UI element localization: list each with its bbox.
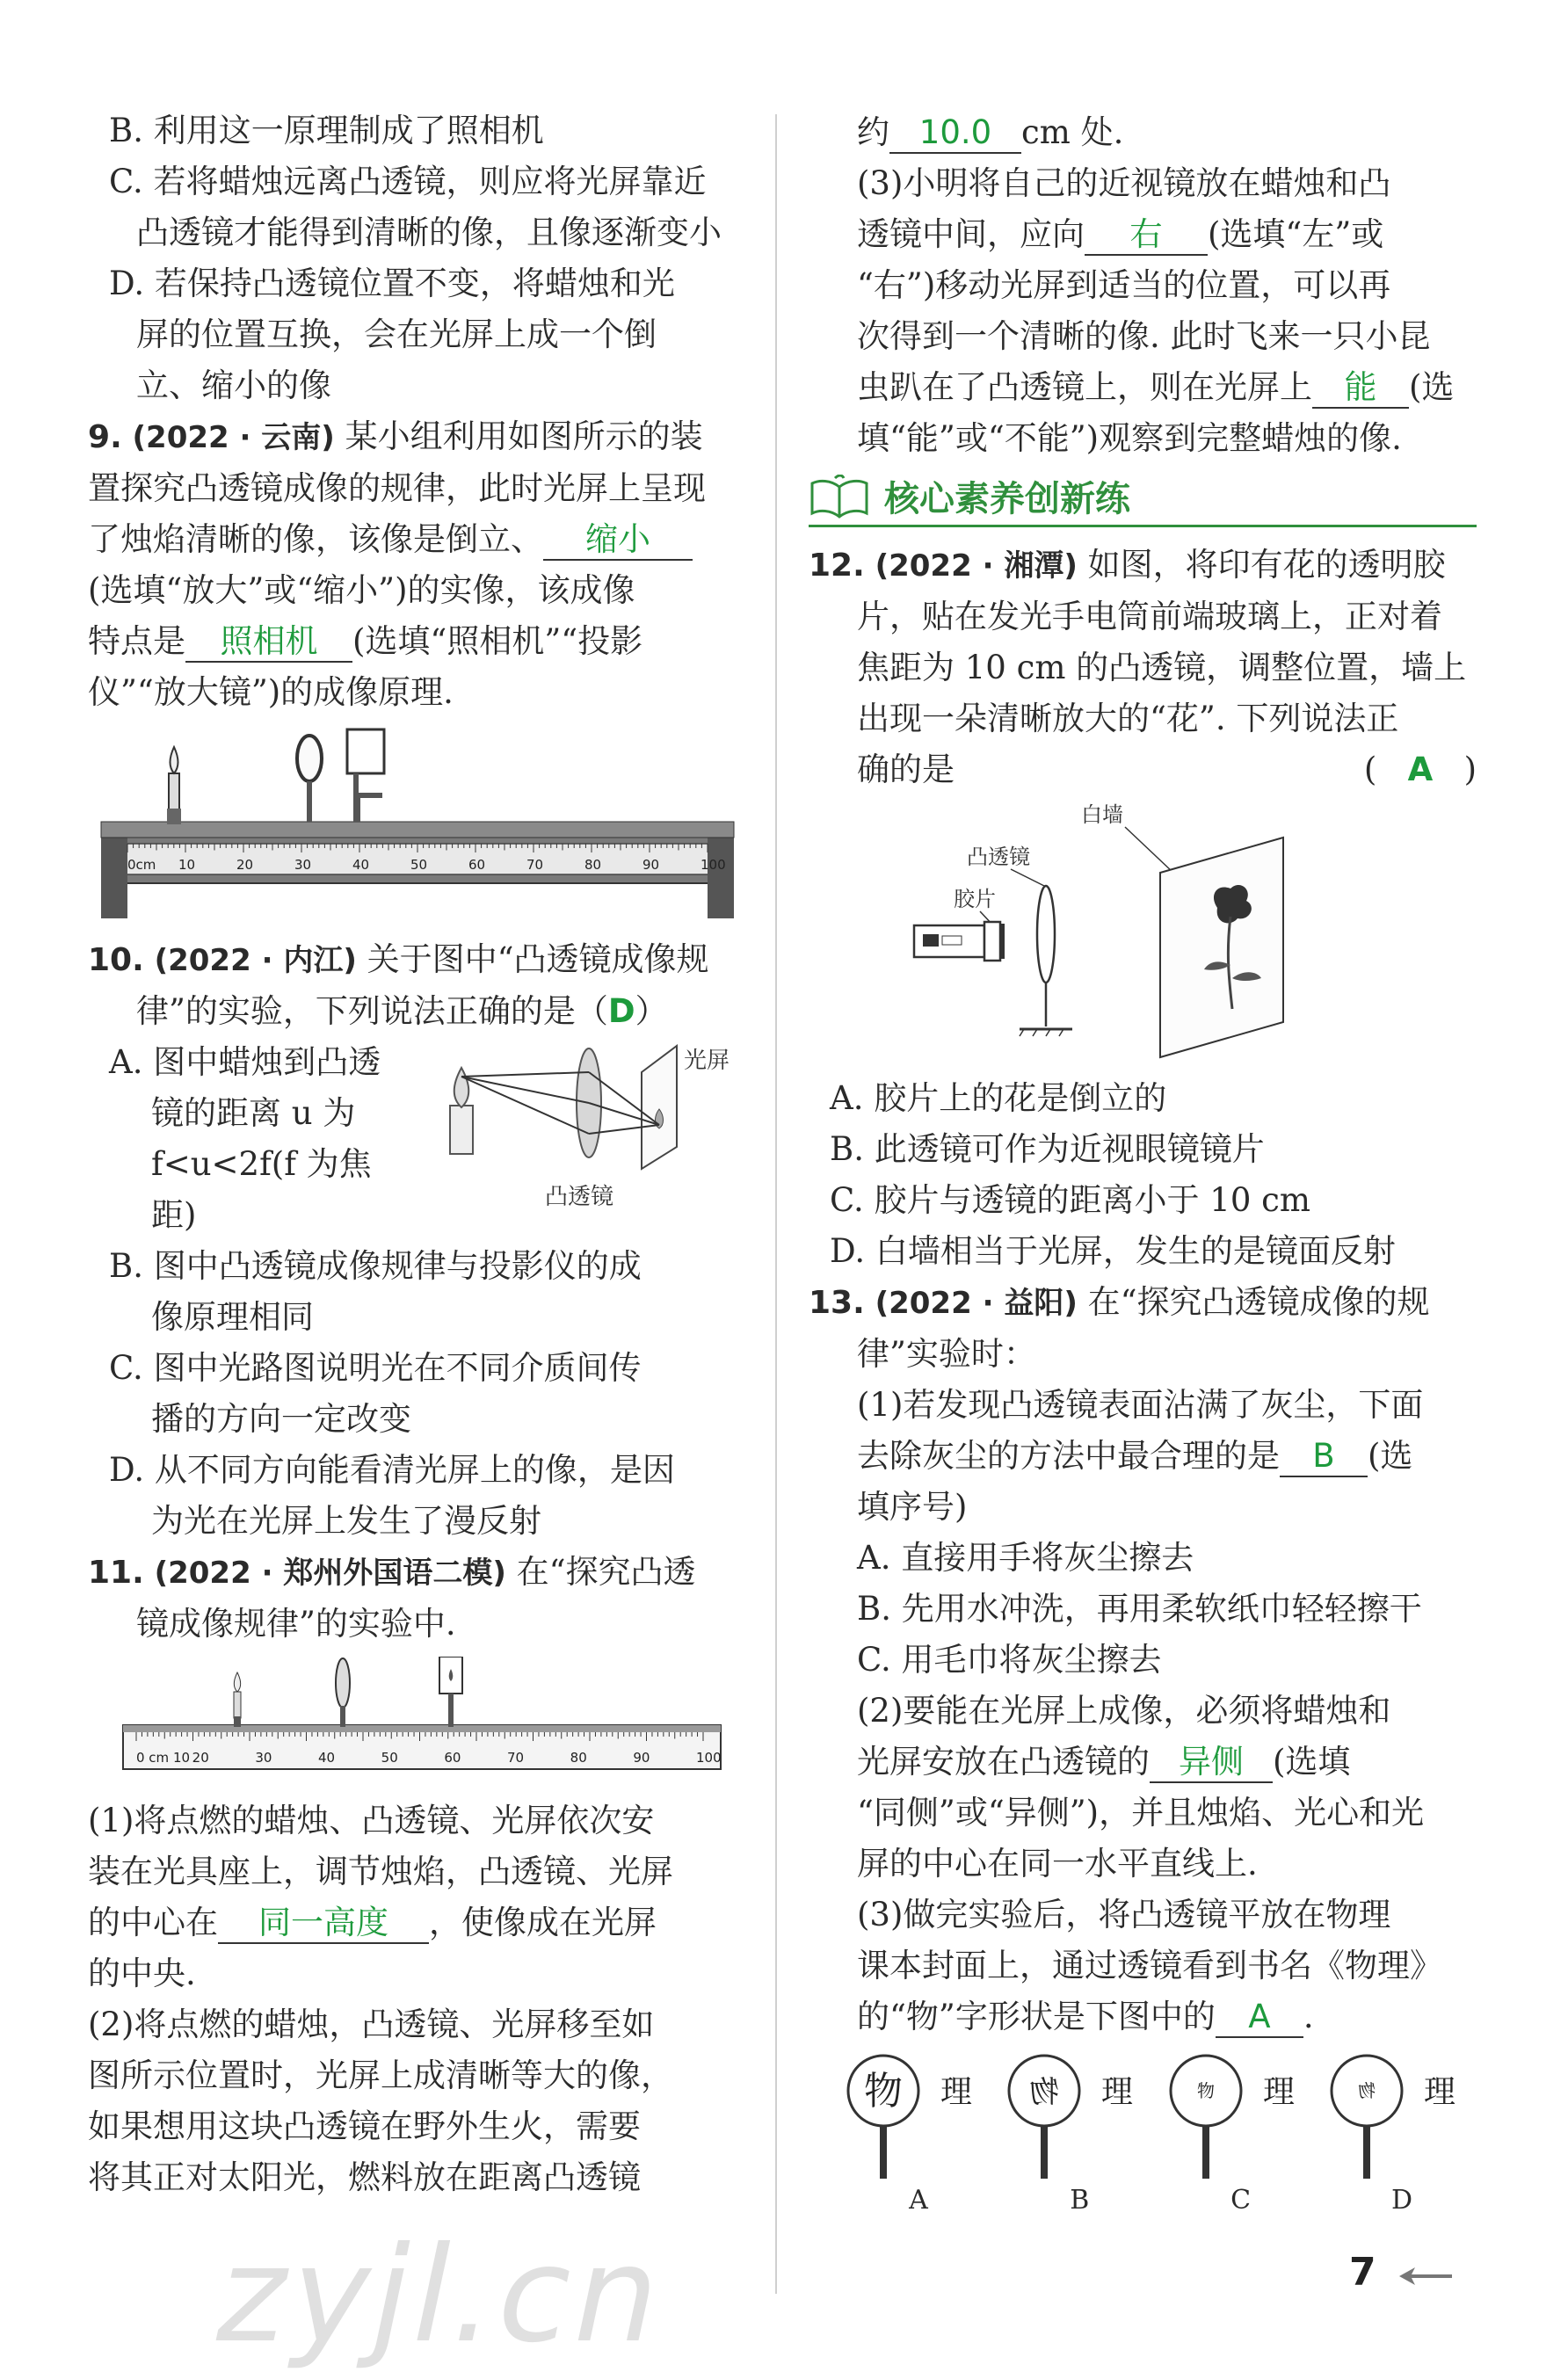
q13-p2-l4: 屏的中心在同一水平直线上. <box>857 1845 1258 1882</box>
q10-option-c-l2: 播的方向一定改变 <box>151 1400 411 1438</box>
q10-option-b: B. 图中凸透镜成像规律与投影仪的成 <box>109 1247 642 1285</box>
q13-p1-l2: 去除灰尘的方法中最合理的是 B (选 <box>809 1431 1477 1482</box>
ruler-label: 0cm <box>127 857 156 873</box>
q9-line5: 特点是 照相机 (选填“照相机”“投影 <box>88 616 765 667</box>
q11-p3-l2: 透镜中间，应向 右 (选填“左”或 <box>809 209 1477 260</box>
q11-p1-l1: (1)将点燃的蜡烛、凸透镜、光屏依次安 <box>88 1802 655 1839</box>
q13-p2-l2: 光屏安放在凸透镜的 异侧 (选填 <box>809 1737 1477 1788</box>
q13-opt-b: B. 先用水冲洗，再用柔软纸巾轻轻擦干 <box>857 1590 1422 1628</box>
q13-lens-option-c <box>1166 2051 1316 2216</box>
q10-option-a-block <box>88 1037 765 1241</box>
ruler-label: 30 <box>255 1750 272 1766</box>
section-header <box>809 471 1477 527</box>
q11-answer-1: 同一高度 <box>218 1904 429 1944</box>
q9-line3: 了烛焰清晰的像，该像是倒立、 缩小 <box>88 514 765 565</box>
q11-cont-line1: 约 10.0 cm 处. <box>809 107 1477 158</box>
section-title: 核心素养创新练 <box>884 479 1130 519</box>
q10-line2: 律”的实验，下列说法正确的是（D） <box>136 992 668 1030</box>
q13-number: 13 <box>809 1285 853 1321</box>
q13-p1-l3: 填序号) <box>857 1488 968 1526</box>
q12-source: (2022 · 湘潭) <box>875 548 1078 584</box>
q12-line5: 确的是 ( A ) <box>857 751 1477 788</box>
ruler-label: 80 <box>570 1750 587 1766</box>
q12-option-d: D. 白墙相当于光屏，发生的是镜面反射 <box>830 1232 1396 1270</box>
q12-line4: 出现一朵清晰放大的“花”. 下列说法正 <box>857 700 1399 737</box>
q12-white-wall <box>1160 838 1283 1057</box>
q12-label-film: 胶片 <box>954 887 996 911</box>
q13-p3-l2: 课本封面上，通过透镜看到书名《物理》 <box>857 1947 1442 1984</box>
q9-line1: 某小组利用如图所示的装 <box>345 417 703 455</box>
q11-answer-4: 能 <box>1312 368 1409 409</box>
ruler-label: 50 <box>381 1750 398 1766</box>
q12-line2: 片，贴在发光手电筒前端玻璃上，正对着 <box>857 598 1442 635</box>
ruler-label: 90 <box>633 1750 650 1766</box>
q8-option-c: C. 若将蜡烛远离凸透镜，则应将光屏靠近 <box>109 163 707 200</box>
ruler-label: 100 <box>696 1750 722 1766</box>
q8-option-c-cont: 凸透镜才能得到清晰的像，且像逐渐变小 <box>136 214 722 251</box>
q11-p3-l5: 虫趴在了凸透镜上，则在光屏上 能 (选 <box>809 362 1477 413</box>
watermark: zyjl.cn <box>203 2219 679 2372</box>
q13-answer-2: 异侧 <box>1150 1743 1273 1783</box>
q13-a-outer-char: 理 <box>940 2074 973 2110</box>
q9-line2: 置探究凸透镜成像的规律，此时光屏上呈现 <box>88 469 706 507</box>
q13-source: (2022 · 益阳) <box>875 1286 1078 1321</box>
q12-stem: 12. (2022 · 湘潭) 如图，将印有花的透明胶 <box>809 546 1446 584</box>
q9-screen <box>347 729 384 773</box>
q8-option-d-cont2: 立、缩小的像 <box>136 366 331 404</box>
q13-answer-1: B <box>1280 1437 1368 1477</box>
q13-stem: 13. (2022 · 益阳) 在“探究凸透镜成像的规 <box>809 1283 1430 1321</box>
q10-option-a: A. 图中蜡烛到凸透 <box>109 1043 381 1081</box>
q13-a-inner-char: 物 <box>864 2069 903 2114</box>
q12-option-c: C. 胶片与透镜的距离小于 10 cm <box>830 1181 1310 1219</box>
q13-b-label: B <box>1070 2185 1090 2216</box>
q13-p2-l1: (2)要能在光屏上成像，必须将蜡烛和 <box>857 1692 1391 1730</box>
q11-p2-l2: 图所示位置时，光屏上成清晰等大的像， <box>88 2056 673 2094</box>
q13-c-inner-char: 物 <box>1196 2080 1215 2101</box>
column-divider <box>775 114 777 2294</box>
ruler-label: 70 <box>507 1750 525 1766</box>
q13-p3-l3: 的“物”字形状是下图中的 A . <box>809 1991 1477 2042</box>
q10-source: (2022 · 内江) <box>154 943 357 978</box>
q12-label-lens: 凸透镜 <box>967 845 1030 869</box>
q13-d-inner-char: 物 <box>1357 2080 1376 2101</box>
q12-option-b: B. 此透镜可作为近视眼镜镜片 <box>830 1130 1265 1168</box>
arrow-left-icon <box>1399 2266 1452 2287</box>
q10-option-c: C. 图中光路图说明光在不同介质间传 <box>109 1349 642 1387</box>
q13-opt-c: C. 用毛巾将灰尘擦去 <box>857 1641 1162 1679</box>
q10-number: 10 <box>88 942 133 978</box>
q8-option-d-cont: 屏的位置互换，会在光屏上成一个倒 <box>136 316 657 353</box>
q10-option-d-l2: 为光在光屏上发生了漫反射 <box>151 1502 541 1540</box>
q10-lens-diagram <box>439 1037 756 1213</box>
q11-answer-2: 10.0 <box>889 113 1021 154</box>
q9-source: (2022 · 云南) <box>132 420 335 455</box>
q11-p2-l1: (2)将点燃的蜡烛，凸透镜、光屏移至如 <box>88 2006 655 2043</box>
q12-line3: 焦距为 10 cm 的凸透镜，调整位置，墙上 <box>857 649 1467 686</box>
q13-c-outer-char: 理 <box>1262 2074 1295 2110</box>
q12-projection-figure <box>870 802 1485 1066</box>
right-column <box>809 107 1477 2216</box>
q13-lens-options <box>844 2051 1477 2216</box>
q13-line2: 律”实验时： <box>857 1335 1036 1373</box>
q9-stem: 9. (2022 · 云南) 某小组利用如图所示的装 <box>88 417 703 455</box>
q13-lens-option-b <box>1005 2051 1154 2216</box>
q11-p2-l4: 将其正对太阳光，燃料放在距离凸透镜 <box>88 2158 641 2196</box>
q12-answer: A <box>1407 751 1434 788</box>
q9-line6: 仪”“放大镜”)的成像原理. <box>88 673 454 711</box>
q11-source: (2022 · 郑州外国语二模) <box>154 1556 506 1591</box>
q13-a-label: A <box>909 2185 928 2216</box>
q10-stem: 10. (2022 · 内江) 关于图中“凸透镜成像规 <box>88 940 709 978</box>
q10-option-a-l2: 镜的距离 u 为 <box>151 1094 356 1132</box>
q11-line2: 镜成像规律”的实验中. <box>136 1605 456 1643</box>
q8-option-d: D. 若保持凸透镜位置不变，将蜡烛和光 <box>109 265 675 302</box>
q13-opt-a: A. 直接用手将灰尘擦去 <box>857 1539 1194 1577</box>
ruler-label: 100 <box>701 857 726 873</box>
q12-label-wall: 白墙 <box>1081 802 1123 827</box>
ruler-label: 40 <box>352 857 370 873</box>
q9-optical-bench-figure <box>88 725 756 927</box>
q10-answer: D <box>607 992 635 1030</box>
q11-candle <box>234 1692 241 1718</box>
q13-p3-l1: (3)做完实验后，将凸透镜平放在物理 <box>857 1896 1391 1933</box>
q10-label-lens: 凸透镜 <box>545 1184 614 1210</box>
q8-option-b: B. 利用这一原理制成了照相机 <box>109 112 544 149</box>
ruler-label: 50 <box>410 857 428 873</box>
q13-lens-option-a <box>844 2051 993 2216</box>
q11-number: 11 <box>88 1555 133 1591</box>
q9-line4: (选填“放大”或“缩小”)的实像，该成像 <box>88 571 635 609</box>
q12-option-a: A. 胶片上的花是倒立的 <box>830 1079 1167 1117</box>
ruler-label: 20 <box>192 1750 209 1766</box>
ruler-label: 0 cm 10 <box>136 1750 191 1766</box>
ruler-label: 10 <box>178 857 196 873</box>
q10-option-a-l3: f<u<2f(f 为焦 <box>151 1145 372 1183</box>
q12-lens <box>1037 886 1055 983</box>
q9-lens <box>297 736 322 781</box>
q13-p2-l3: “同侧”或“异侧”)，并且烛焰、光心和光 <box>857 1794 1425 1832</box>
q13-answer-3: A <box>1216 1998 1303 2038</box>
ruler-label: 70 <box>526 857 544 873</box>
q10-option-d: D. 从不同方向能看清光屏上的像，是因 <box>109 1451 675 1489</box>
q13-b-outer-char: 理 <box>1101 2074 1134 2110</box>
ruler-label: 60 <box>468 857 486 873</box>
q9-number: 9 <box>88 419 111 455</box>
ruler-label: 30 <box>294 857 312 873</box>
q13-d-label: D <box>1390 2185 1413 2216</box>
open-book-icon <box>809 475 870 519</box>
left-column <box>88 105 765 2203</box>
q11-answer-3: 右 <box>1085 215 1208 256</box>
q10-option-b-l2: 像原理相同 <box>151 1298 314 1336</box>
ruler-label: 90 <box>642 857 660 873</box>
q11-optical-bench-figure <box>88 1657 756 1788</box>
flashlight <box>914 922 1005 961</box>
q13-lens-option-d <box>1327 2051 1477 2216</box>
q11-p2-l3: 如果想用这块凸透镜在野外生火，需要 <box>88 2107 641 2145</box>
ruler-label: 40 <box>318 1750 336 1766</box>
q11-p3-l6: 填“能”或“不能”)观察到完整蜡烛的像. <box>857 419 1402 457</box>
q13-p1-l1: (1)若发现凸透镜表面沾满了灰尘，下面 <box>857 1386 1424 1424</box>
q11-p3-l4: 次得到一个清晰的像. 此时飞来一只小昆 <box>857 317 1431 355</box>
q13-b-inner-char: 物 <box>1029 2075 1060 2110</box>
q11-p3-l3: “右”)移动光屏到适当的位置，可以再 <box>857 266 1391 304</box>
q12-number: 12 <box>809 548 853 584</box>
page-number: 7 <box>1349 2250 1376 2295</box>
q10-label-screen: 光屏 <box>684 1048 730 1074</box>
q9-answer-1: 缩小 <box>543 520 693 561</box>
ruler-label: 80 <box>584 857 602 873</box>
q11-p1-l3: 的中心在 同一高度 ，使像成在光屏 <box>88 1897 765 1948</box>
ruler-label: 20 <box>236 857 254 873</box>
q10-option-a-l4: 距) <box>151 1196 197 1234</box>
q11-lens <box>336 1658 350 1708</box>
q11-p1-l2: 装在光具座上，调节烛焰，凸透镜、光屏 <box>88 1853 673 1890</box>
q11-p3-l1: (3)小明将自己的近视镜放在蜡烛和凸 <box>857 164 1391 202</box>
q13-d-outer-char: 理 <box>1423 2074 1455 2110</box>
q11-p1-l4: 的中央. <box>88 1955 196 1992</box>
q13-c-label: C <box>1230 2185 1252 2216</box>
q11-stem: 11. (2022 · 郑州外国语二模) 在“探究凸透 <box>88 1553 696 1591</box>
ruler-label: 60 <box>444 1750 461 1766</box>
q9-answer-2: 照相机 <box>185 622 352 663</box>
